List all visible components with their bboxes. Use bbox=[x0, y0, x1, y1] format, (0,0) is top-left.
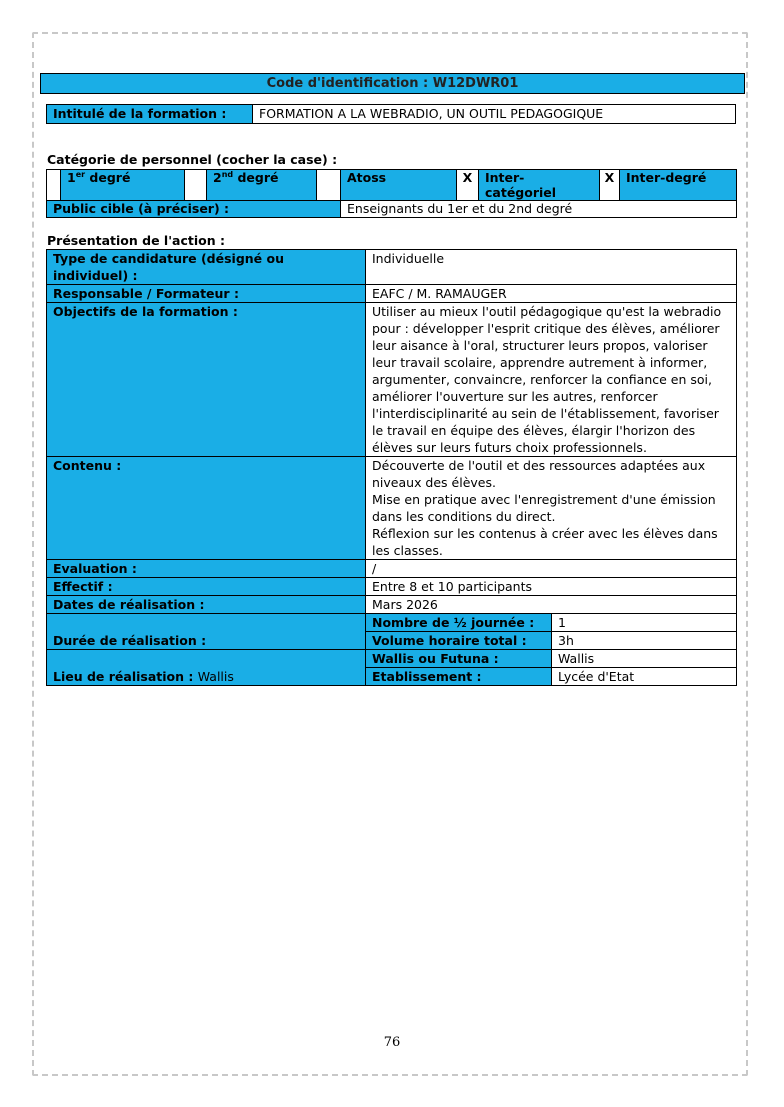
presentation-table bbox=[46, 249, 737, 686]
formation-title-value: FORMATION A LA WEBRADIO, UN OUTIL PEDAGOGIQUE bbox=[259, 106, 604, 121]
effectif-value: Entre 8 et 10 participants bbox=[366, 578, 737, 596]
page-number: 76 bbox=[383, 1035, 401, 1050]
volume-horaire-label: Volume horaire total : bbox=[366, 632, 552, 650]
option-atoss: Atoss bbox=[341, 170, 457, 201]
lieu-cell bbox=[47, 650, 366, 686]
objectifs-value: Utiliser au mieux l'outil pédagogique qu'est la webradio pour : développer l'esprit critique des élèves, améliorer leur aisance à l'oral, structurer leurs propos, valoriser leur travail scolaire, apprendre autrement à informer, argumenter, convaincre, renforcer la confiance en soi, améliorer l'ouverture sur les autres, renforcer l'interdisciplinarité au sein de l'établissement, favoriser le travail en équipe des élèves, élargir l'horizon des élèves sur leurs futurs choix professionnels. bbox=[366, 303, 737, 457]
responsable-value: EAFC / M. RAMAUGER bbox=[366, 285, 737, 303]
objectifs-label: Objectifs de la formation : bbox=[47, 303, 366, 457]
checkbox-1er-degre[interactable] bbox=[47, 170, 61, 201]
option-2nd-degre: 2nd degré bbox=[207, 170, 317, 201]
option-inter-categoriel: Inter-catégoriel bbox=[479, 170, 600, 201]
demi-journee-value: 1 bbox=[552, 614, 737, 632]
contenu-value bbox=[366, 457, 737, 560]
categorie-heading: Catégorie de personnel (cocher la case) : bbox=[47, 152, 338, 167]
effectif-label: Effectif : bbox=[47, 578, 366, 596]
dates-value: Mars 2026 bbox=[366, 596, 737, 614]
duree-label: Durée de réalisation : bbox=[47, 614, 366, 650]
checkbox-atoss-empty[interactable] bbox=[317, 170, 341, 201]
type-candidature-value: Individuelle bbox=[366, 250, 737, 285]
etablissement-label: Etablissement : bbox=[366, 668, 552, 686]
option-1er-degre: 1er degré bbox=[61, 170, 185, 201]
contenu-line: Découverte de l'outil et des ressources adaptées aux niveaux des élèves. bbox=[372, 458, 706, 490]
wallis-futuna-value: Wallis bbox=[552, 650, 737, 668]
responsable-label: Responsable / Formateur : bbox=[47, 285, 366, 303]
lieu-value: Wallis bbox=[197, 669, 234, 684]
contenu-line: Mise en pratique avec l'enregistrement d'une émission dans les conditions du direct. bbox=[372, 492, 716, 524]
public-cible-value: Enseignants du 1er et du 2nd degré bbox=[341, 201, 737, 218]
contenu-line: Réflexion sur les contenus à créer avec les élèves dans les classes. bbox=[372, 526, 718, 558]
evaluation-value: / bbox=[366, 560, 737, 578]
categorie-table bbox=[46, 169, 737, 218]
formation-title-label: Intitulé de la formation : bbox=[47, 105, 253, 123]
lieu-label: Lieu de réalisation : bbox=[53, 669, 194, 684]
checkbox-inter-categoriel[interactable]: X bbox=[600, 170, 620, 201]
wallis-futuna-label: Wallis ou Futuna : bbox=[366, 650, 552, 668]
presentation-heading: Présentation de l'action : bbox=[47, 233, 225, 248]
identification-code-bar bbox=[40, 73, 745, 94]
code-label: Code d'identification : bbox=[266, 76, 429, 91]
checkbox-2nd-degre[interactable] bbox=[185, 170, 207, 201]
public-cible-label: Public cible (à préciser) : bbox=[47, 201, 341, 218]
contenu-label: Contenu : bbox=[47, 457, 366, 560]
dates-label: Dates de réalisation : bbox=[47, 596, 366, 614]
volume-horaire-value: 3h bbox=[552, 632, 737, 650]
checkbox-atoss[interactable]: X bbox=[457, 170, 479, 201]
etablissement-value: Lycée d'Etat bbox=[552, 668, 737, 686]
demi-journee-label: Nombre de ½ journée : bbox=[366, 614, 552, 632]
option-inter-degre: Inter-degré bbox=[620, 170, 737, 201]
code-value: W12DWR01 bbox=[432, 76, 519, 91]
evaluation-label: Evaluation : bbox=[47, 560, 366, 578]
type-candidature-label: Type de candidature (désigné ou individuel) : bbox=[47, 250, 366, 285]
formation-title-row bbox=[46, 104, 736, 124]
